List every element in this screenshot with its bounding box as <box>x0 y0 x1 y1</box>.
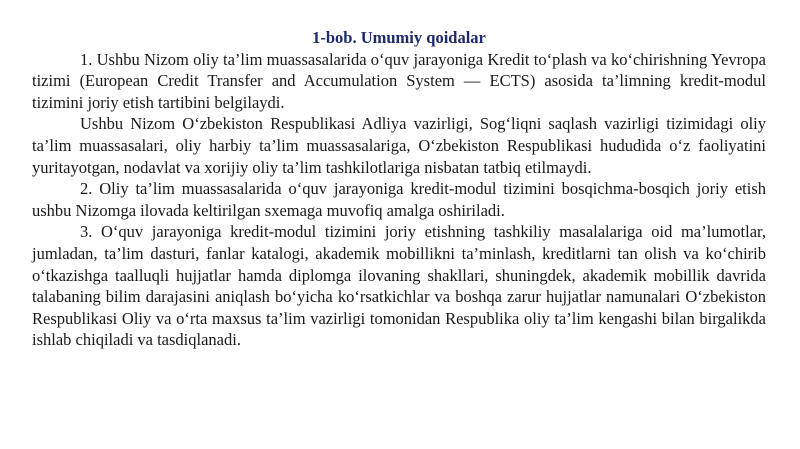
paragraph-2: Ushbu Nizom O‘zbekiston Respublikasi Adliya vazirligi, Sog‘liqni saqlash vazirligi tizimidagi oliy ta’lim muassasalari, oliy harbiy ta’lim muassasalariga, O‘zbekiston Respublikasi hududida o‘z faoliyatini yuritayotgan, nodavlat va xorijiy oliy ta’lim tashkilotlariga nisbatan tatbiq etilmaydi. <box>32 114 766 177</box>
paragraph-3: 2. Oliy ta’lim muassasalarida o‘quv jarayoniga kredit-modul tizimini bosqichma-bosqich joriy etish ushbu Nizomga ilovada keltirilgan sxemaga muvofiq amalga oshiriladi. <box>32 179 766 220</box>
paragraph-1: 1. Ushbu Nizom oliy ta’lim muassasalarida o‘quv jarayoniga Kredit to‘plash va ko‘chirishning Yevropa tizimi (European Credit Transfer and Accumulation System — ECTS) asosida ta’limning kredit-modul tizimini joriy etish tartibini belgilaydi. <box>32 49 766 112</box>
document-body <box>32 27 766 351</box>
paragraph-4: 3. O‘quv jarayoniga kredit-modul tizimini joriy etishning tashkiliy masalalariga oid ma’lumotlar, jumladan, ta’lim dasturi, fanlar katalogi, akademik mobillikni ta’minlash, kreditlarni tan olish va ko‘chirib o‘tkazishga taalluqli hujjatlar hamda diplomga ilovaning shakllari, shuningdek, akademik mobillik davrida talabaning bilim darajasini aniqlash bo‘yicha ko‘rsatkichlar va boshqa zarur hujjatlar namunalari O‘zbekiston Respublikasi Oliy va o‘rta maxsus ta’lim vazirligi tomonidan Respublika oliy ta’lim kengashi bilan birgalikda ishlab chiqiladi va tasdiqlanadi. <box>32 222 766 350</box>
chapter-title: 1-bob. Umumiy qoidalar <box>312 28 486 47</box>
